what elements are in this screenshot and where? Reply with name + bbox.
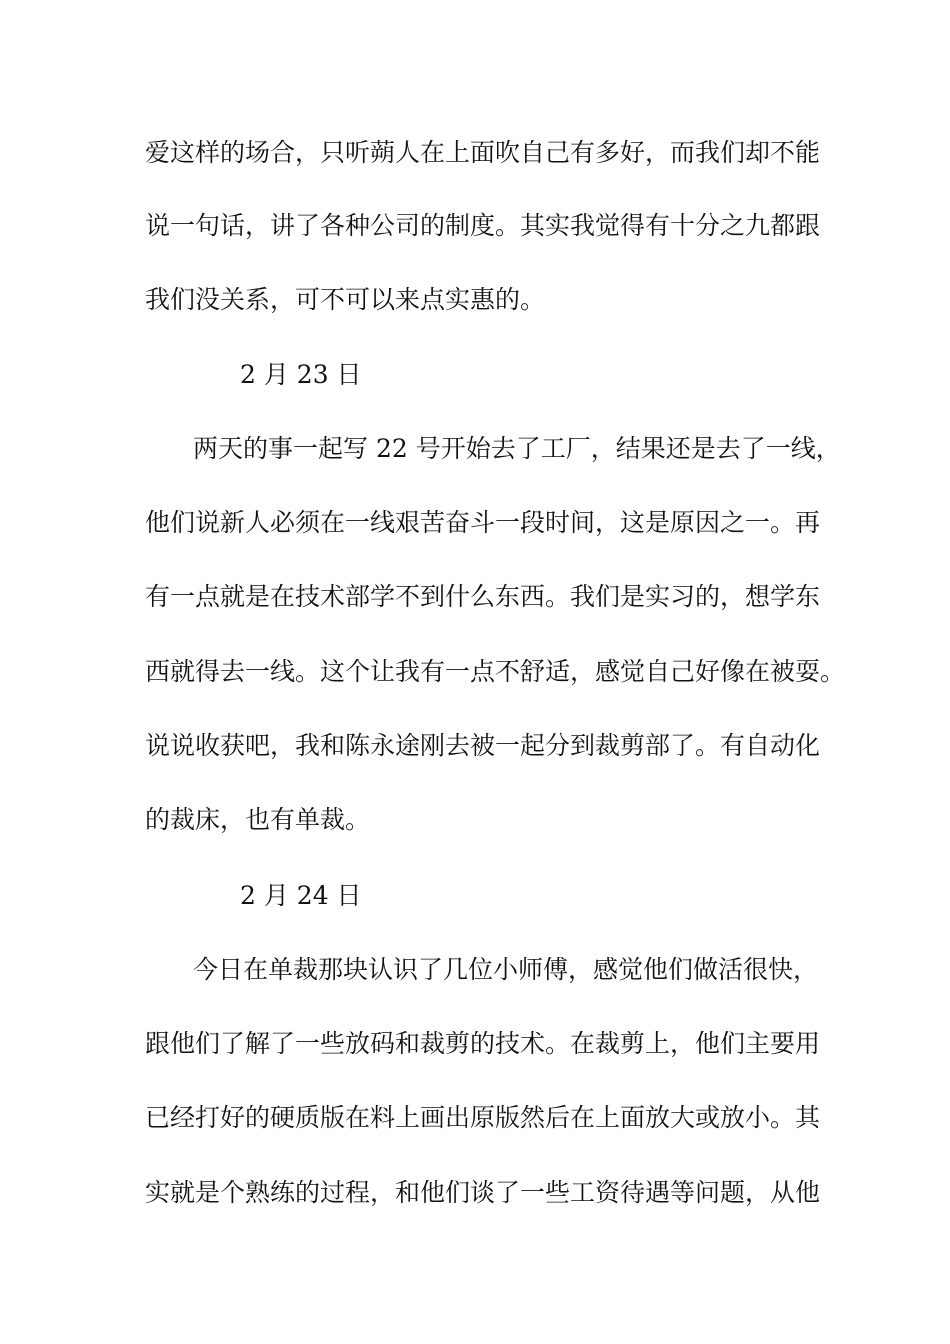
paragraph-line: 实就是个熟练的过程，和他们谈了一些工资待遇等问题，从他 (145, 1178, 821, 1207)
paragraph-line: 他们说新人必须在一线艰苦奋斗一段时间，这是原因之一。再 (145, 508, 821, 537)
paragraph-line: 爱这样的场合，只听蒴人在上面吹自己有多好，而我们却不能 (145, 138, 821, 167)
paragraph-line: 跟他们了解了一些放码和裁剪的技术。在裁剪上，他们主要用 (145, 1029, 821, 1058)
paragraph-line: 西就得去一线。这个让我有一点不舒适，感觉自己好像在被耍。 (145, 657, 846, 686)
paragraph-line: 说一句话，讲了各种公司的制度。其实我觉得有十分之九都跟 (145, 211, 821, 240)
paragraph-line: 已经打好的硬质版在料上画出原版然后在上面放大或放小。其 (145, 1103, 821, 1132)
paragraph-line: 说说收获吧，我和陈永途刚去被一起分到裁剪部了。有自动化 (145, 731, 821, 760)
date-heading: 2 月 24 日 (240, 881, 362, 910)
paragraph-line: 今日在单裁那块认识了几位小师傅，感觉他们做活很快， (193, 955, 819, 984)
paragraph-line: 有一点就是在技术部学不到什么东西。我们是实习的，想学东 (145, 582, 821, 611)
paragraph-line: 我们没关系，可不可以来点实惠的。 (145, 285, 546, 314)
paragraph-line: 两天的事一起写 22 号开始去了工厂，结果还是去了一线， (193, 434, 841, 463)
date-heading: 2 月 23 日 (240, 360, 362, 389)
paragraph-line: 的裁床，也有单裁。 (145, 805, 371, 834)
